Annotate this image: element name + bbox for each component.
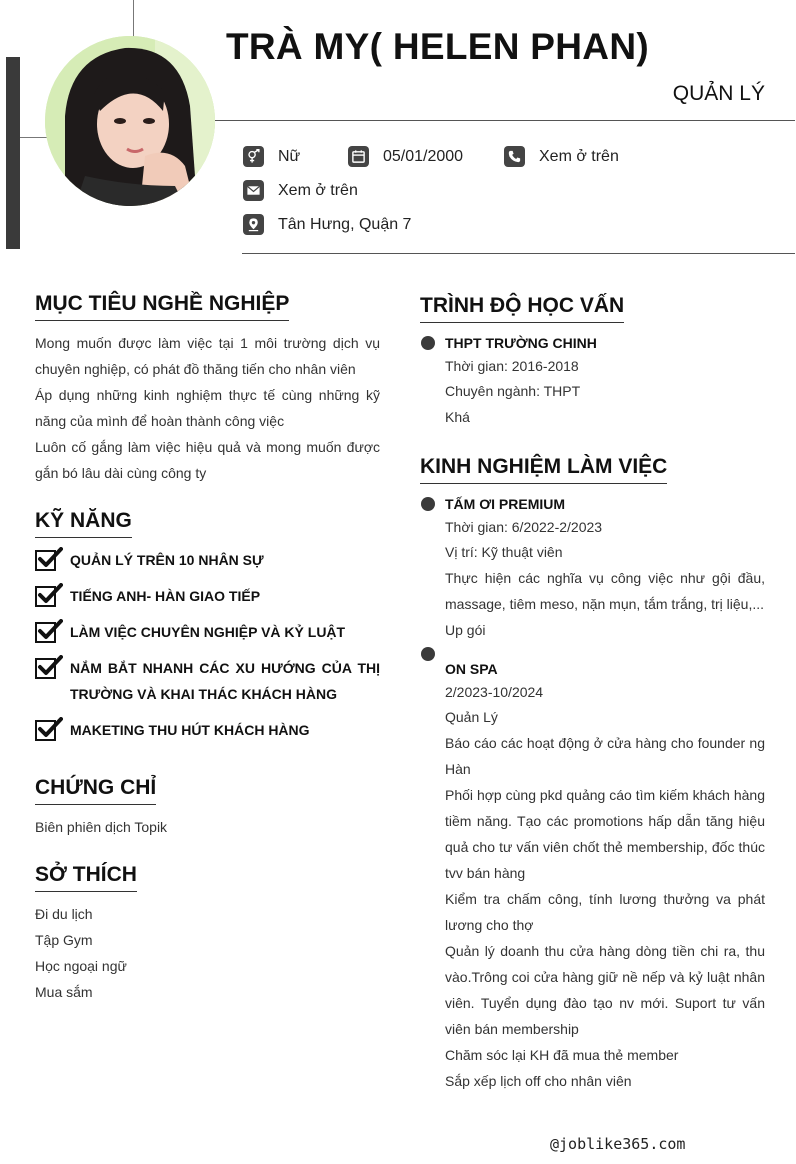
hobby-item: Học ngoại ngữ [35, 958, 127, 974]
job-description: Kiểm tra chấm công, tính lương thưởng va phát lương cho thợ [445, 891, 765, 933]
birthday-value: 05/01/2000 [383, 147, 464, 165]
divider-avatar [20, 137, 48, 138]
header-divider [215, 120, 795, 121]
footer-watermark: @joblike365.com [550, 1135, 686, 1153]
skill-label: LÀM VIỆC CHUYÊN NGHIỆP VÀ KỶ LUẬT [70, 624, 346, 640]
info-phone [504, 146, 619, 167]
phone-icon [504, 146, 525, 167]
skill-item [35, 655, 380, 707]
section-title-skills: KỸ NĂNG [35, 509, 132, 538]
hobby-item: Đi du lịch [35, 906, 93, 922]
skill-item [35, 717, 380, 743]
section-title-certificates: CHỨNG CHỈ [35, 776, 156, 805]
education-major: Chuyên ngành: THPT [445, 383, 581, 399]
email-icon [243, 180, 264, 201]
checkbox-check-icon [35, 583, 63, 607]
job-company: TẤM ƠI PREMIUM [445, 496, 566, 512]
job-description: Quản lý doanh thu cửa hàng dòng tiền chi ra, thu vào.Trông coi cửa hàng giữ nề nếp và kỷ luật nhân viên. Tuyển dụng đào tạo nv mới. Suport tư vấn viên bán membership [445, 943, 765, 1037]
checkbox-check-icon [35, 655, 63, 679]
location-icon [243, 214, 264, 235]
phone-value: Xem ở trên [539, 147, 619, 165]
education-time: Thời gian: 2016-2018 [445, 358, 579, 374]
job-role: Vị trí: Kỹ thuật viên [445, 544, 563, 560]
objective-paragraph: Mong muốn được làm việc tại 1 môi trường dịch vụ chuyên nghiệp, có phát đồ thăng tiến cho nhân viên [35, 335, 380, 377]
timeline-dot [421, 497, 435, 511]
calendar-icon [348, 146, 369, 167]
hobby-item: Mua sắm [35, 984, 93, 1000]
skill-item [35, 619, 380, 645]
education-school: THPT TRƯỜNG CHINH [445, 335, 597, 351]
candidate-name: TRÀ MY( HELEN PHAN) [226, 26, 649, 67]
candidate-position: QUẢN LÝ [672, 82, 765, 105]
timeline-dot [421, 647, 435, 661]
job-description: Báo cáo các hoạt động ở cửa hàng cho founder ng Hàn [445, 735, 765, 777]
job-time: 2/2023-10/2024 [445, 684, 544, 700]
job-role: Quản Lý [445, 709, 498, 725]
email-value: Xem ở trên [278, 181, 358, 199]
checkbox-check-icon [35, 619, 63, 643]
avatar [45, 36, 215, 206]
info-email [243, 180, 358, 201]
section-title-education: TRÌNH ĐỘ HỌC VẤN [420, 294, 624, 323]
skill-label: NẮM BẮT NHANH CÁC XU HƯỚNG CỦA THỊ TRƯỜNG VÀ KHAI THÁC KHÁCH HÀNG [70, 660, 380, 702]
section-title-experience: KINH NGHIỆM LÀM VIỆC [420, 455, 667, 484]
skill-label: QUẢN LÝ TRÊN 10 NHÂN SỰ [70, 552, 264, 568]
gender-icon [243, 146, 264, 167]
job-description: Phối hợp cùng pkd quảng cáo tìm kiếm khách hàng tiềm năng. Tạo các promotions hấp dẫn tăng hiệu quả cho tư vấn viên chốt thẻ membership, đốc thúc tvv bán hàng [445, 787, 765, 881]
job-description: Chăm sóc lại KH đã mua thẻ member [445, 1047, 679, 1063]
address-value: Tân Hưng, Quận 7 [278, 215, 412, 233]
skill-item [35, 583, 380, 609]
objective-paragraph: Áp dụng những kinh nghiệm thực tế cùng những kỹ năng của mình để hoàn thành công việc [35, 387, 380, 429]
job-description: Sắp xếp lịch off cho nhân viên [445, 1073, 632, 1089]
section-title-objective: MỤC TIÊU NGHỀ NGHIỆP [35, 292, 289, 321]
skill-label: TIẾNG ANH- HÀN GIAO TIẾP [70, 588, 261, 604]
hobby-item: Tập Gym [35, 932, 93, 948]
divider-vertical [133, 0, 134, 38]
skill-label: MAKETING THU HÚT KHÁCH HÀNG [70, 722, 310, 738]
job-time: Thời gian: 6/2022-2/2023 [445, 519, 603, 535]
side-accent-bar [6, 57, 20, 249]
info-address [243, 214, 411, 235]
checkbox-check-icon [35, 717, 63, 741]
checkbox-check-icon [35, 547, 63, 571]
contact-divider [242, 253, 795, 254]
info-birthday [348, 146, 463, 167]
certificate-item: Biên phiên dịch Topik [35, 819, 168, 835]
job-company: ON SPA [445, 661, 498, 677]
job-description: Up gói [445, 622, 486, 638]
education-grade: Khá [445, 409, 470, 425]
timeline-dot [421, 336, 435, 350]
job-description: Thực hiện các nghĩa vụ công việc như gội đầu, massage, tiêm meso, nặn mụn, tắm trắng, trị liệu,... [445, 570, 765, 612]
skill-item [35, 547, 380, 573]
section-title-hobbies: SỞ THÍCH [35, 863, 137, 892]
info-gender [243, 146, 300, 167]
objective-paragraph: Luôn cố gắng làm việc hiệu quả và mong muốn được gắn bó lâu dài cùng công ty [35, 439, 380, 481]
gender-value: Nữ [278, 147, 301, 165]
